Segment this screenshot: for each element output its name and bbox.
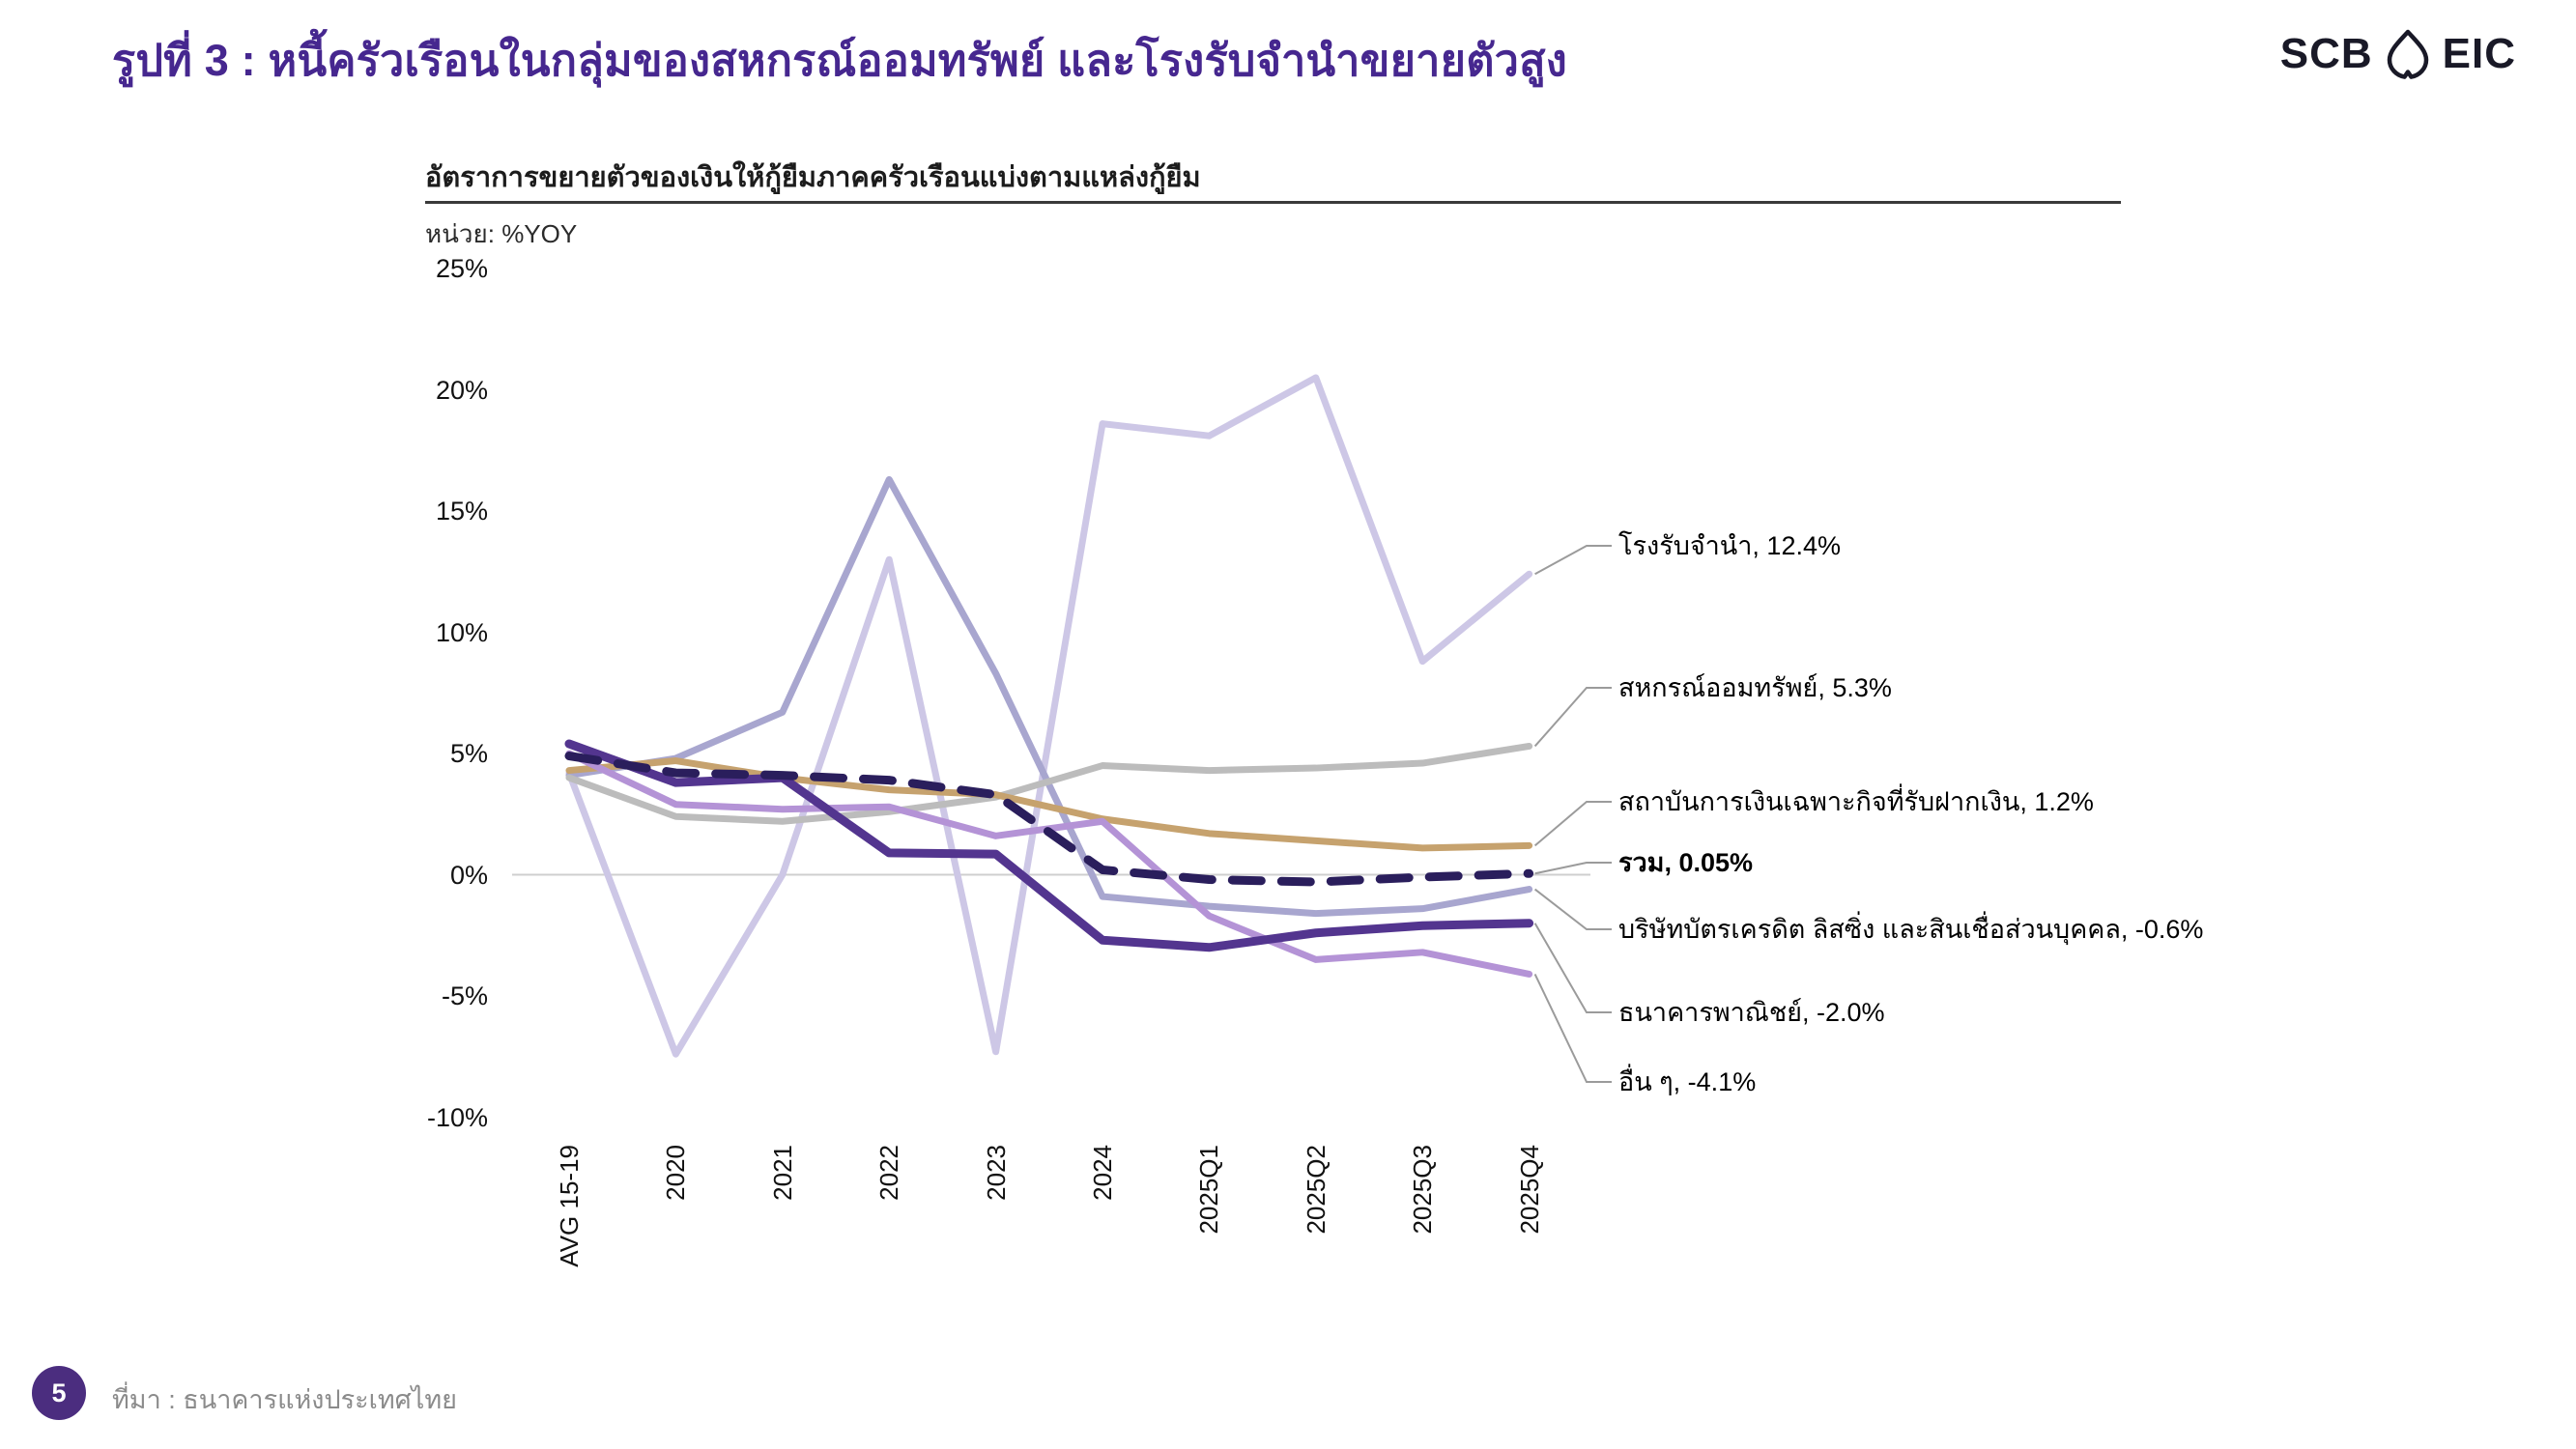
series-line-3 xyxy=(569,756,1530,883)
series-label-creditcard-leasing: บริษัทบัตรเครดิต ลิสซิ่ง และสินเชื่อส่วนบุคคล, -0.6% xyxy=(1618,915,2204,944)
y-tick-label: 15% xyxy=(435,497,488,526)
series-line-0 xyxy=(569,378,1530,1054)
page-number-badge: 5 xyxy=(32,1366,86,1420)
y-tick-label: 0% xyxy=(449,860,488,890)
x-tick-label: 2024 xyxy=(1088,1145,1117,1201)
leader-line xyxy=(1535,890,1612,929)
y-tick-label: 20% xyxy=(435,375,488,405)
y-tick-label: 5% xyxy=(449,739,488,768)
leader-line xyxy=(1535,923,1612,1012)
series-line-6 xyxy=(569,753,1530,974)
series-label-sfi: สถาบันการเงินเฉพาะกิจที่รับฝากเงิน, 1.2% xyxy=(1618,787,2094,816)
series-line-2 xyxy=(569,761,1530,848)
chart-title-underline xyxy=(425,201,2121,204)
y-tick-label: 25% xyxy=(435,254,488,283)
y-tick-label: -10% xyxy=(426,1102,488,1132)
leader-line xyxy=(1535,546,1612,574)
leader-line xyxy=(1535,974,1612,1082)
y-tick-label: 10% xyxy=(435,617,488,647)
leader-line xyxy=(1535,863,1612,873)
x-tick-label: 2021 xyxy=(767,1145,797,1201)
x-tick-label: 2025Q1 xyxy=(1194,1145,1224,1235)
logo-text-scb: SCB xyxy=(2279,30,2373,77)
chart-title: อัตราการขยายตัวของเงินให้กู้ยืมภาคครัวเรือนแบ่งตามแหล่งกู้ยืม xyxy=(425,162,1201,193)
x-tick-label: 2025Q3 xyxy=(1408,1145,1438,1235)
unit-label: หน่วย: %YOY xyxy=(425,219,578,248)
scb-leaf-icon xyxy=(2385,29,2431,79)
x-tick-label: 2025Q2 xyxy=(1301,1145,1331,1235)
series-line-5 xyxy=(569,744,1530,948)
x-tick-label: AVG 15-19 xyxy=(555,1145,584,1267)
source-note: ที่มา : ธนาคารแห่งประเทศไทย xyxy=(112,1385,457,1414)
series-label-commercial-bank: ธนาคารพาณิชย์, -2.0% xyxy=(1618,998,1885,1027)
x-tick-label: 2023 xyxy=(981,1145,1011,1201)
x-tick-label: 2025Q4 xyxy=(1514,1145,1544,1235)
scb-eic-logo xyxy=(2280,29,2516,79)
series-label-savings-coop: สหกรณ์ออมทรัพย์, 5.3% xyxy=(1618,673,1892,702)
series-label-total: รวม, 0.05% xyxy=(1618,848,1754,877)
series-line-4 xyxy=(569,479,1530,913)
page-title: รูปที่ 3 : หนี้ครัวเรือนในกลุ่มของสหกรณ์ออมทรัพย์ และโรงรับจำนำขยายตัวสูง xyxy=(112,36,1567,85)
x-tick-label: 2022 xyxy=(874,1145,904,1201)
logo-text-eic: EIC xyxy=(2442,30,2516,77)
series-label-others: อื่น ๆ, -4.1% xyxy=(1618,1067,1757,1096)
series-line-1 xyxy=(569,746,1530,821)
y-tick-label: -5% xyxy=(441,981,488,1010)
leader-line xyxy=(1535,802,1612,845)
leader-line xyxy=(1535,688,1612,746)
series-label-pawnshop: โรงรับจำนำ, 12.4% xyxy=(1618,531,1841,560)
x-tick-label: 2020 xyxy=(661,1145,691,1201)
